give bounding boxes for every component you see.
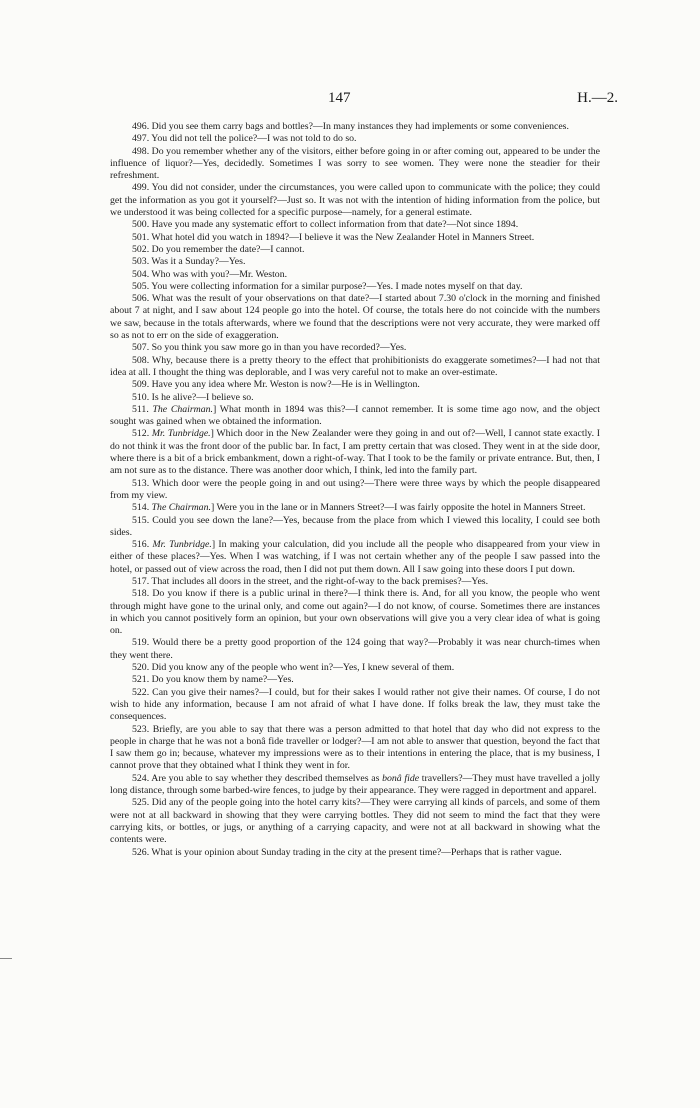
paragraph-italic: The Chairman. [152, 403, 214, 415]
testimony-paragraph [110, 256, 600, 268]
testimony-paragraph [110, 539, 600, 576]
paragraph-text: 522. Can you give their names?—I could, but for their sakes I would rather not give their names. Of course, I do not wish to hide any information, because I am not afraid of what I have done. If folks break the law, they must take the consequences. [110, 686, 600, 723]
paragraph-text: 508. Why, because there is a pretty theory to the effect that prohibitionists do exaggerate sometimes?—I had not that idea at all. I thought the thing was deplorable, and I was very careful not to make an over-estimate. [110, 354, 600, 378]
testimony-paragraph [110, 269, 600, 281]
testimony-paragraph [110, 379, 600, 391]
testimony-paragraph [110, 797, 600, 846]
testimony-paragraph [110, 502, 600, 514]
paragraph-italic: Mr. Tunbridge. [151, 428, 211, 440]
paragraph-italic: Mr. Tunbridge. [152, 539, 212, 551]
paragraph-text: 506. What was the result of your observations on that date?—I started about 7.30 o'clock in the morning and finished about 7 at night, and I saw about 124 people go into the hotel. Of course, the totals here do not coincide with the numbers we saw, because in the totals afterwards, where we found that the descriptions were not very accurate, they were marked off so as not to err on the side of exaggeration. [110, 293, 600, 342]
paragraph-text: 516. [132, 539, 153, 551]
testimony-paragraph [110, 428, 600, 477]
paragraph-text: 502. Do you remember the date?—I cannot. [132, 243, 305, 255]
testimony-paragraph [110, 674, 600, 686]
paragraph-text: 503. Was it a Sunday?—Yes. [132, 256, 246, 268]
paragraph-text: 499. You did not consider, under the circumstances, you were called upon to communicate with the police; they could get the information as you got it yourself?—Just so. It was not with the intention of hiding information from the police, but we understood it was being collected for a specific purpose—namely, for a general estimate. [110, 182, 600, 219]
body-text [110, 121, 600, 859]
paragraph-text: 521. Do you know them by name?—Yes. [132, 674, 294, 686]
testimony-paragraph [110, 293, 600, 342]
testimony-paragraph [110, 355, 600, 380]
testimony-paragraph [110, 588, 600, 637]
testimony-paragraph [110, 478, 600, 503]
testimony-paragraph [110, 219, 600, 231]
paragraph-text: 500. Have you made any systematic effort to collect information from that date?—Not since 1894. [132, 219, 519, 231]
testimony-paragraph [110, 133, 600, 145]
paragraph-text: 514. [132, 502, 152, 514]
testimony-paragraph [110, 773, 600, 798]
testimony-paragraph [110, 404, 600, 429]
paragraph-text: 511. [132, 403, 153, 415]
paragraph-text: ] Which door in the New Zealander were they going in and out of?—Well, I cannot state exactly. I do not think it was the front door of the public bar. In fact, I am pretty certain that was closed. They went in at the side door, where there is a bit of a brick embankment, down a right-of-way. That I took to be the family or private entrance. But, then, I am not sure as to the distance. There was another door which, I think, led into the family part. [110, 428, 600, 477]
testimony-paragraph [110, 637, 600, 662]
paragraph-text: 520. Did you know any of the people who went in?—Yes, I knew several of them. [132, 662, 455, 674]
paragraph-text: 507. So you think you saw more go in than you have recorded?—Yes. [132, 342, 407, 354]
paragraph-italic: The Chairman. [151, 502, 211, 514]
testimony-paragraph [110, 576, 600, 588]
paragraph-text: ] Were you in the lane or in Manners Street?—I was fairly opposite the hotel in Manners Street. [210, 502, 586, 514]
paragraph-text: 498. Do you remember whether any of the visitors, either before going in or after coming out, appeared to be under the influence of liquor?—Yes, decidedly. Sometimes I was sorry to see women. They were none the steadier for their refreshment. [110, 145, 600, 182]
paragraph-text: 513. Which door were the people going in and out using?—There were three ways by which the people disappeared from my view. [110, 477, 600, 501]
testimony-paragraph [110, 281, 600, 293]
testimony-paragraph [110, 232, 600, 244]
paragraph-text: 523. Briefly, are you able to say that there was a person admitted to that hotel that day who did not express to the people in charge that he was not a bonâ fide traveller or lodger?—I am not able to answer that question, beyond the fact that I saw them go in; because, whatever my impressions were as to their intentions in entering the place, that is my business, I cannot prove that they obtained what I think they went in for. [110, 723, 600, 772]
testimony-paragraph [110, 342, 600, 354]
paragraph-text: 519. Would there be a pretty good proportion of the 124 going that way?—Probably it was near church-times when they went there. [110, 637, 600, 661]
testimony-paragraph [110, 687, 600, 724]
testimony-paragraph [110, 662, 600, 674]
paragraph-text: 501. What hotel did you watch in 1894?—I believe it was the New Zealander Hotel in Manners Street. [132, 231, 535, 243]
paragraph-text: 525. Did any of the people going into the hotel carry kits?—They were carrying all kinds of parcels, and some of them were not at all backward in showing that they were carrying bottles. They did not seem to mind the fact that they were carrying kits, or bottles, or jugs, or anything of a carrying capacity, and were not at all backward in showing what the contents were. [110, 797, 600, 846]
testimony-paragraph [110, 244, 600, 256]
testimony-paragraph [110, 515, 600, 540]
paragraph-text: 517. That includes all doors in the street, and the right-of-way to the back premises?—Yes. [132, 575, 489, 587]
paragraph-text: 518. Do you know if there is a public urinal in there?—I think there is. And, for all you know, the people who went through might have gone to the urinal only, and come out again?—I do not know, of course. Sometimes there are instances in which you cannot positively form an opinion, but your own observations will give you a very clear idea of what is going on. [110, 588, 600, 637]
testimony-paragraph [110, 182, 600, 219]
paragraph-text: travellers?—They must have travelled a jolly long distance, through some barbed-wire fences, to judge by their appearance. They were ragged in deportment and apparel. [110, 772, 601, 797]
paragraph-italic: bonâ fide [382, 772, 420, 784]
paragraph-text: 509. Have you any idea where Mr. Weston is now?—He is in Wellington. [132, 379, 420, 391]
testimony-paragraph [110, 146, 600, 183]
testimony-paragraph [110, 724, 600, 773]
document-id: H.—2. [577, 90, 618, 106]
margin-mark [0, 958, 12, 959]
paragraph-text: 505. You were collecting information for a similar purpose?—Yes. I made notes myself on that day. [132, 280, 523, 292]
paragraph-text: 515. Could you see down the lane?—Yes, because from the place from which I viewed this locality, I could see both sides. [110, 514, 600, 538]
paragraph-text: 504. Who was with you?—Mr. Weston. [132, 268, 288, 280]
page-number: 147 [328, 90, 351, 106]
paragraph-text: 526. What is your opinion about Sunday trading in the city at the present time?—Perhaps that is rather vague. [132, 846, 562, 858]
page-header [0, 90, 700, 110]
paragraph-text: 497. You did not tell the police?—I was not told to do so. [132, 133, 357, 145]
testimony-paragraph [110, 847, 600, 859]
paragraph-text: 512. [132, 428, 152, 440]
testimony-paragraph [110, 392, 600, 404]
testimony-paragraph [110, 121, 600, 133]
paragraph-text: ] What month in 1894 was this?—I cannot remember. It is some time ago now, and the object sought was gained when we obtained the information. [110, 403, 600, 428]
paragraph-text: 496. Did you see them carry bags and bottles?—In many instances they had implements or some conveniences. [132, 121, 569, 132]
paragraph-text: 510. Is he alive?—I believe so. [132, 391, 254, 403]
paragraph-text: 524. Are you able to say whether they described themselves as [132, 772, 383, 784]
paragraph-text: ] In making your calculation, did you include all the people who disappeared from your view in either of these places?—Yes. When I was watching, if I was not certain whether any of the people I saw passed into the hotel, or passed out of view across the road, then I did not put them down. All I saw going into these doors I put down. [110, 539, 600, 575]
